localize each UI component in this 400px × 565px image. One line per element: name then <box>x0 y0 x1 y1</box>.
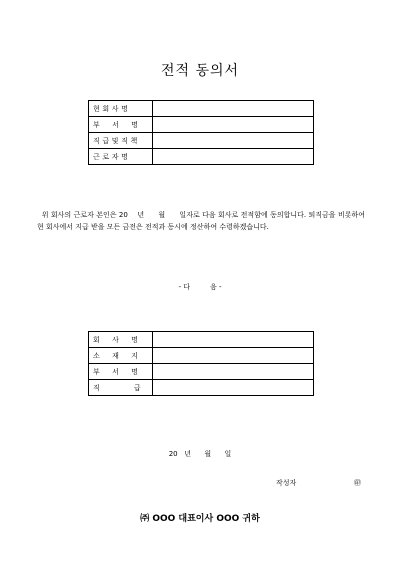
seal-icon: ㊞ <box>354 479 361 487</box>
current-company-table <box>88 100 314 165</box>
new-department-field[interactable] <box>153 364 314 380</box>
new-company-name-label: 회 사 명 <box>89 332 153 348</box>
new-rank-label: 직 급 <box>89 380 153 396</box>
new-rank-field[interactable] <box>153 380 314 396</box>
table-row <box>89 133 314 149</box>
current-company-name-label: 현 회 사 명 <box>89 101 153 117</box>
rank-position-label: 직 급 및 직 책 <box>89 133 153 149</box>
employee-name-field[interactable] <box>153 149 314 165</box>
table-row <box>89 101 314 117</box>
table-row <box>89 348 314 364</box>
department-field[interactable] <box>153 117 314 133</box>
location-label: 소 재 지 <box>89 348 153 364</box>
writer-label: 작성자 <box>276 479 297 487</box>
department-label: 부 서 명 <box>89 117 153 133</box>
rank-position-field[interactable] <box>153 133 314 149</box>
current-company-name-field[interactable] <box>153 101 314 117</box>
addressee: ㈜ OOO 대표이사 OOO 귀하 <box>140 514 260 524</box>
table-row <box>89 364 314 380</box>
new-department-label: 부 서 명 <box>89 364 153 380</box>
table-row <box>89 117 314 133</box>
document-title: 전적 동의서 <box>160 63 240 79</box>
table-row <box>89 149 314 165</box>
date-line: 20 년 월 일 <box>168 450 232 458</box>
table-row <box>89 332 314 348</box>
consent-statement: 위 회사의 근로자 본인은 20 년 월 일자로 다음 회사로 전적함에 동의합니다. 퇴직금을 비롯하여 현 회사에서 지급 받을 모든 금전은 전적과 동시에 정산하여 수령하겠습니다. <box>37 211 368 231</box>
table-row <box>89 380 314 396</box>
new-company-name-field[interactable] <box>153 332 314 348</box>
employee-name-label: 근 로 자 명 <box>89 149 153 165</box>
location-field[interactable] <box>153 348 314 364</box>
new-company-table <box>88 331 314 396</box>
following-heading: - 다 음 - <box>178 283 222 291</box>
